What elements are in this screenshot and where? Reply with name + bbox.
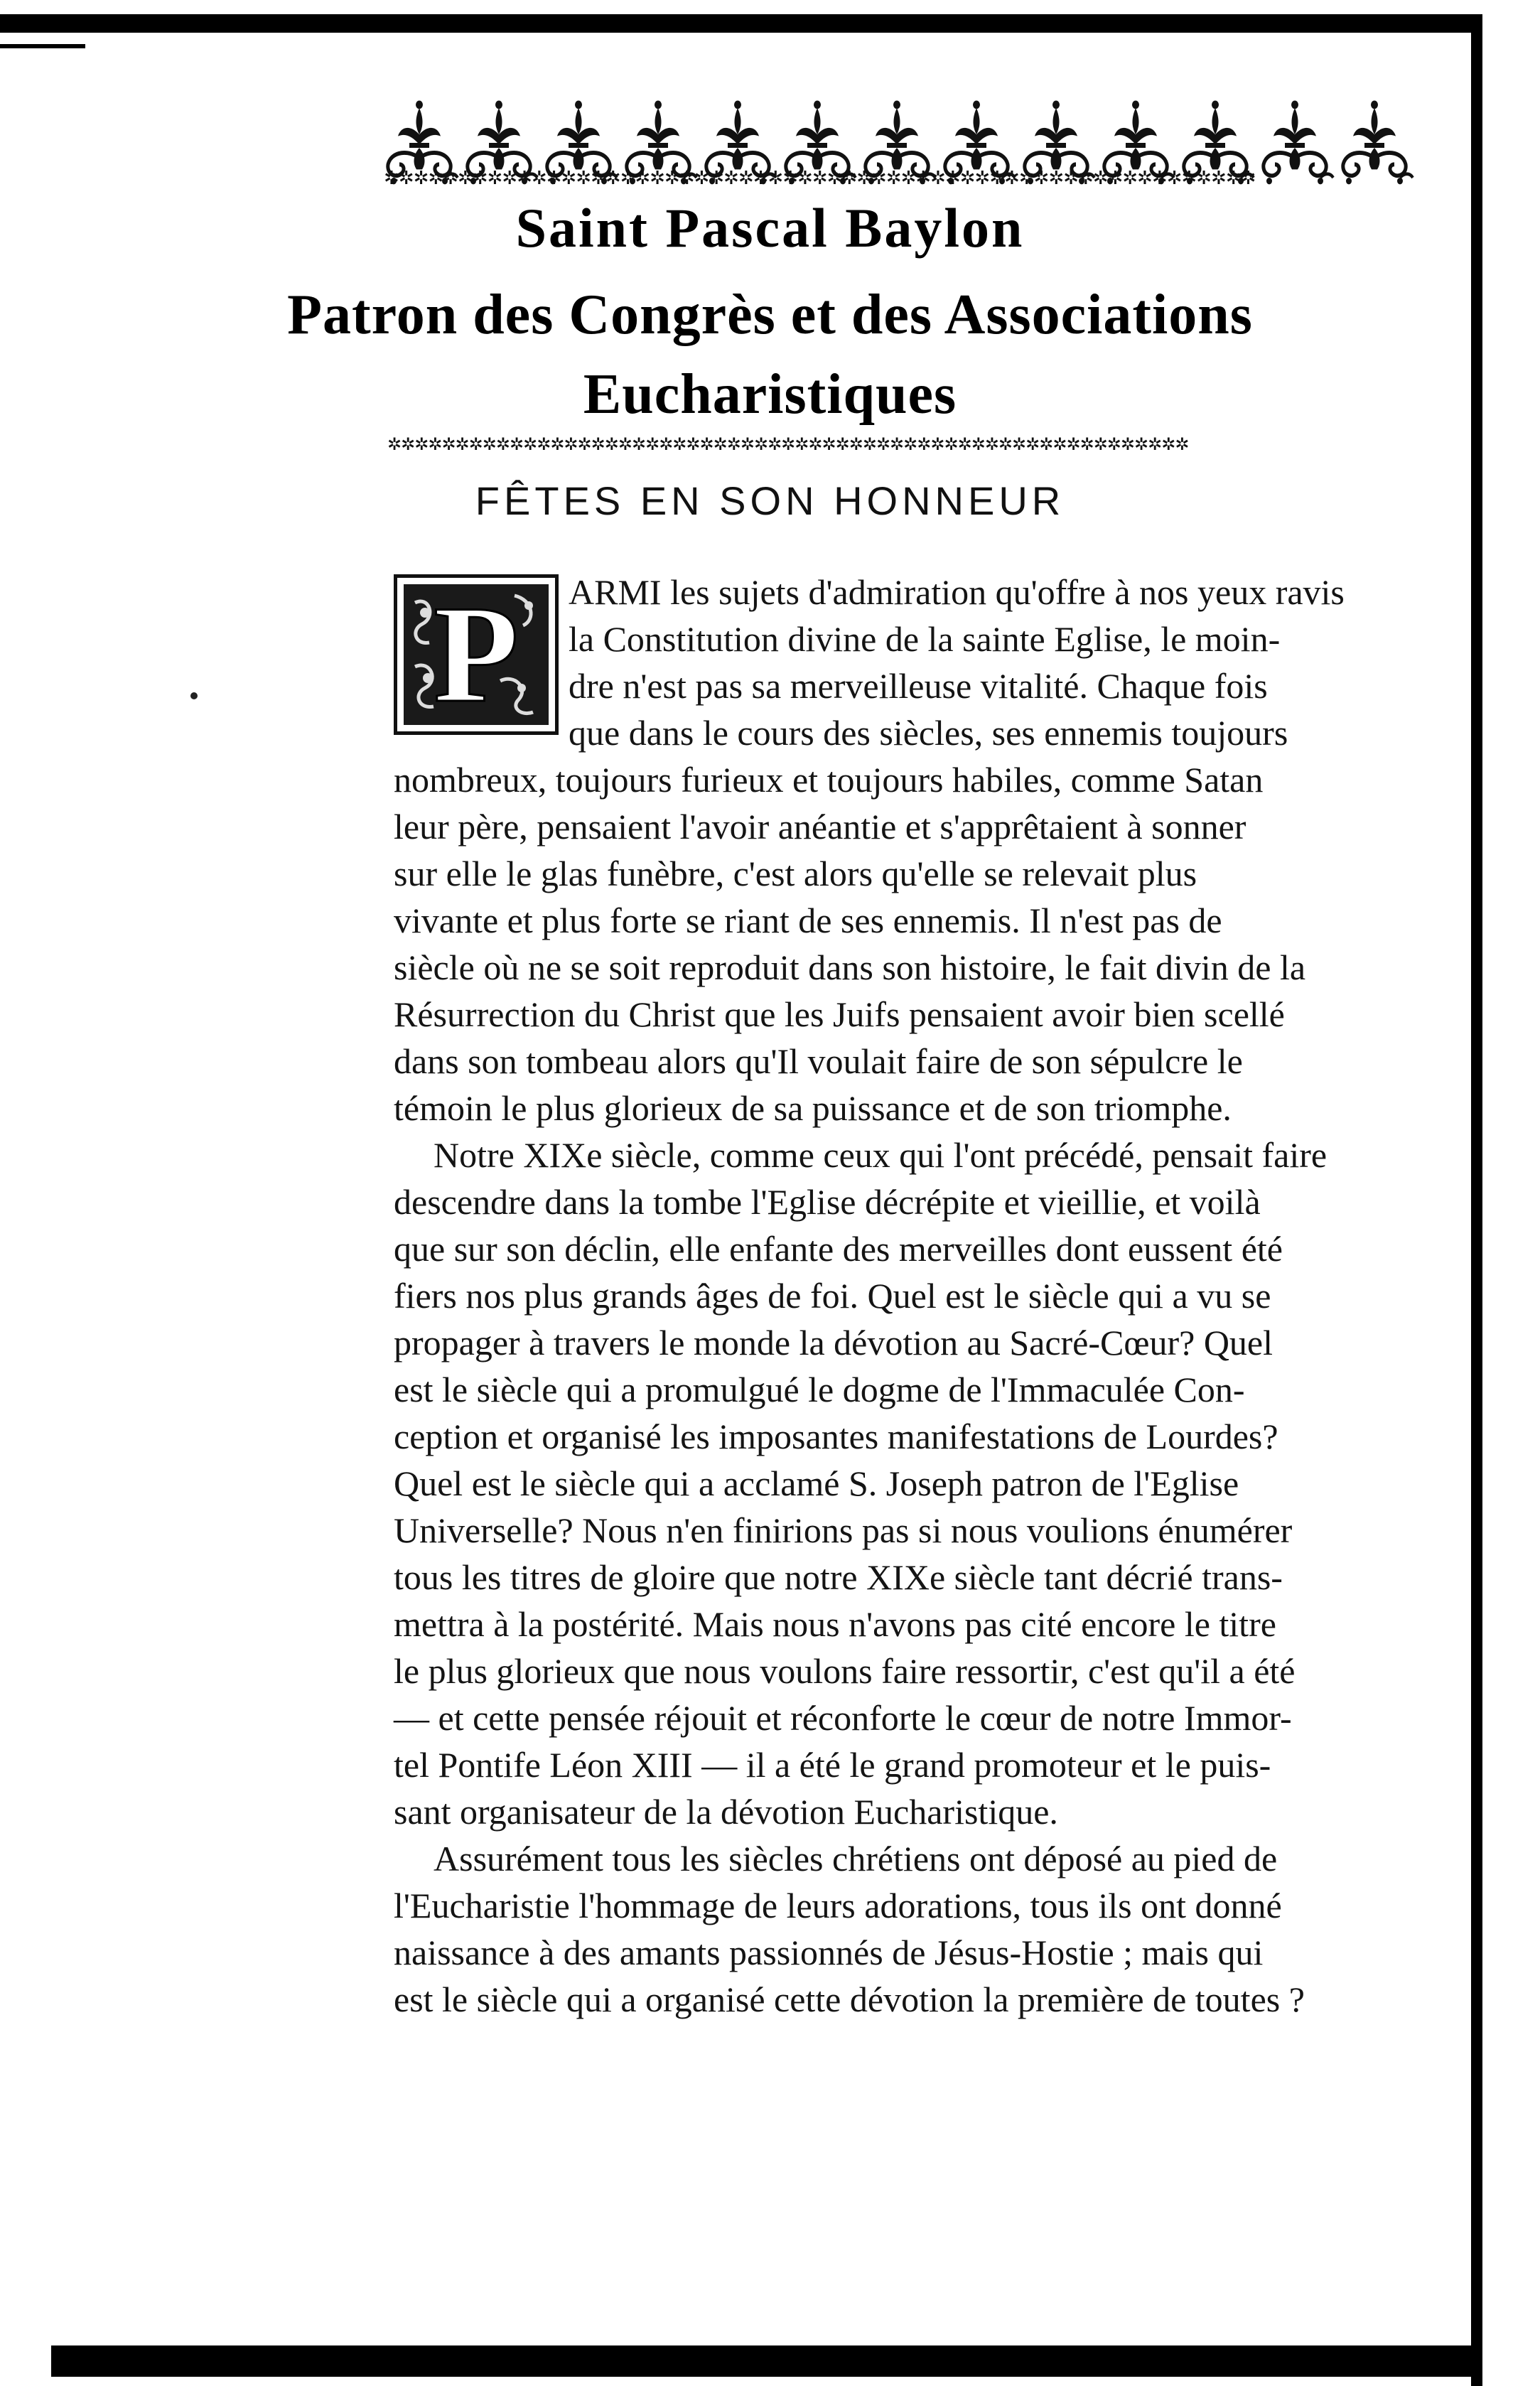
body-line: ception et organisé les imposantes manifestations de Lourdes? <box>394 1417 1278 1456</box>
dropcap-letter: P <box>434 577 519 731</box>
body-line: vivante et plus forte se riant de ses ennemis. Il n'est pas de <box>394 901 1222 940</box>
body-line: Résurrection du Christ que les Juifs pensaient avoir bien scellé <box>394 994 1285 1034</box>
body-line: que dans le cours des siècles, ses ennemis toujours <box>569 713 1288 753</box>
body-line: mettra à la postérité. Mais nous n'avons pas cité encore le titre <box>394 1604 1276 1644</box>
bottom-border-rule <box>51 2345 1480 2377</box>
body-line: propager à travers le monde la dévotion au Sacré-Cœur? Quel <box>394 1323 1274 1363</box>
body-line: descendre dans la tombe l'Eglise décrépite et vieillie, et voilà <box>394 1182 1261 1222</box>
body-line: le plus glorieux que nous voulons faire ressortir, c'est qu'il a été <box>394 1651 1296 1691</box>
body-line: est le siècle qui a promulgué le dogme de l'Immaculée Con- <box>394 1370 1245 1409</box>
section-heading: FÊTES EN SON HONNEUR <box>475 478 1065 523</box>
body-line: est le siècle qui a organisé cette dévotion la première de toutes ? <box>394 1979 1305 2019</box>
body-line: ARMI les sujets d'admiration qu'offre à nos yeux ravis <box>569 572 1345 612</box>
top-border-thin-rule <box>0 44 85 48</box>
body-line: naissance à des amants passionnés de Jésus-Hostie ; mais qui <box>394 1933 1264 1972</box>
body-line: — et cette pensée réjouit et réconforte le cœur de notre Immor- <box>394 1698 1292 1738</box>
body-line: tous les titres de gloire que notre XIXe siècle tant décrié trans- <box>394 1557 1283 1597</box>
title-eucharistiques: Eucharistiques <box>583 363 957 426</box>
body-line: nombreux, toujours furieux et toujours habiles, comme Satan <box>394 760 1264 800</box>
body-line: fiers nos plus grands âges de foi. Quel est le siècle qui a vu se <box>394 1276 1271 1316</box>
title-patron-line: Patron des Congrès et des Associations <box>287 284 1253 346</box>
body-line: sant organisateur de la dévotion Eucharistique. <box>394 1792 1058 1832</box>
star-rule-bottom: ✲✲✲✲✲✲✲✲✲✲✲✲✲✲✲✲✲✲✲✲✲✲✲✲✲✲✲✲✲✲✲✲✲✲✲✲✲✲✲✲✲✲✲✲✲✲✲✲✲✲✲✲✲✲✲✲✲✲✲ <box>387 435 1189 453</box>
body-line: Assurément tous les siècles chrétiens ont déposé au pied de <box>434 1839 1278 1879</box>
body-line: tel Pontife Léon XIII — il a été le grand promoteur et le puis- <box>394 1745 1271 1785</box>
body-line: l'Eucharistie l'hommage de leurs adorations, tous ils ont donné <box>394 1886 1282 1925</box>
body-line: Quel est le siècle qui a acclamé S. Joseph patron de l'Eglise <box>394 1463 1239 1503</box>
body-line: Notre XIXe siècle, comme ceux qui l'ont précédé, pensait faire <box>434 1135 1328 1175</box>
star-rule-top: ✲✲✲✲✲✲✲✲✲✲✲✲✲✲✲✲✲✲✲✲✲✲✲✲✲✲✲✲✲✲✲✲✲✲✲✲✲✲✲✲✲✲✲✲✲✲✲✲✲✲✲✲✲✲✲✲✲✲✲ <box>384 169 1256 188</box>
margin-dot <box>190 692 198 699</box>
top-border-rule <box>0 14 1478 33</box>
dropcap-ornament <box>394 574 559 735</box>
body-line: témoin le plus glorieux de sa puissance et de son triomphe. <box>394 1088 1232 1128</box>
body-line: dre n'est pas sa merveilleuse vitalité. Chaque fois <box>569 666 1268 706</box>
body-line: leur père, pensaient l'avoir anéantie et s'apprêtaient à sonner <box>394 807 1246 847</box>
body-line: Universelle? Nous n'en finirions pas si nous voulions énumérer <box>394 1510 1293 1550</box>
body-line: que sur son déclin, elle enfante des merveilles dont eussent été <box>394 1229 1283 1269</box>
title-saint-name: Saint Pascal Baylon <box>515 197 1025 259</box>
body-line: sur elle le glas funèbre, c'est alors qu'elle se relevait plus <box>394 854 1197 893</box>
body-line: la Constitution divine de la sainte Eglise, le moin- <box>569 619 1281 659</box>
body-line: siècle où ne se soit reproduit dans son histoire, le fait divin de la <box>394 947 1306 987</box>
body-line: dans son tombeau alors qu'Il voulait faire de son sépulcre le <box>394 1041 1243 1081</box>
